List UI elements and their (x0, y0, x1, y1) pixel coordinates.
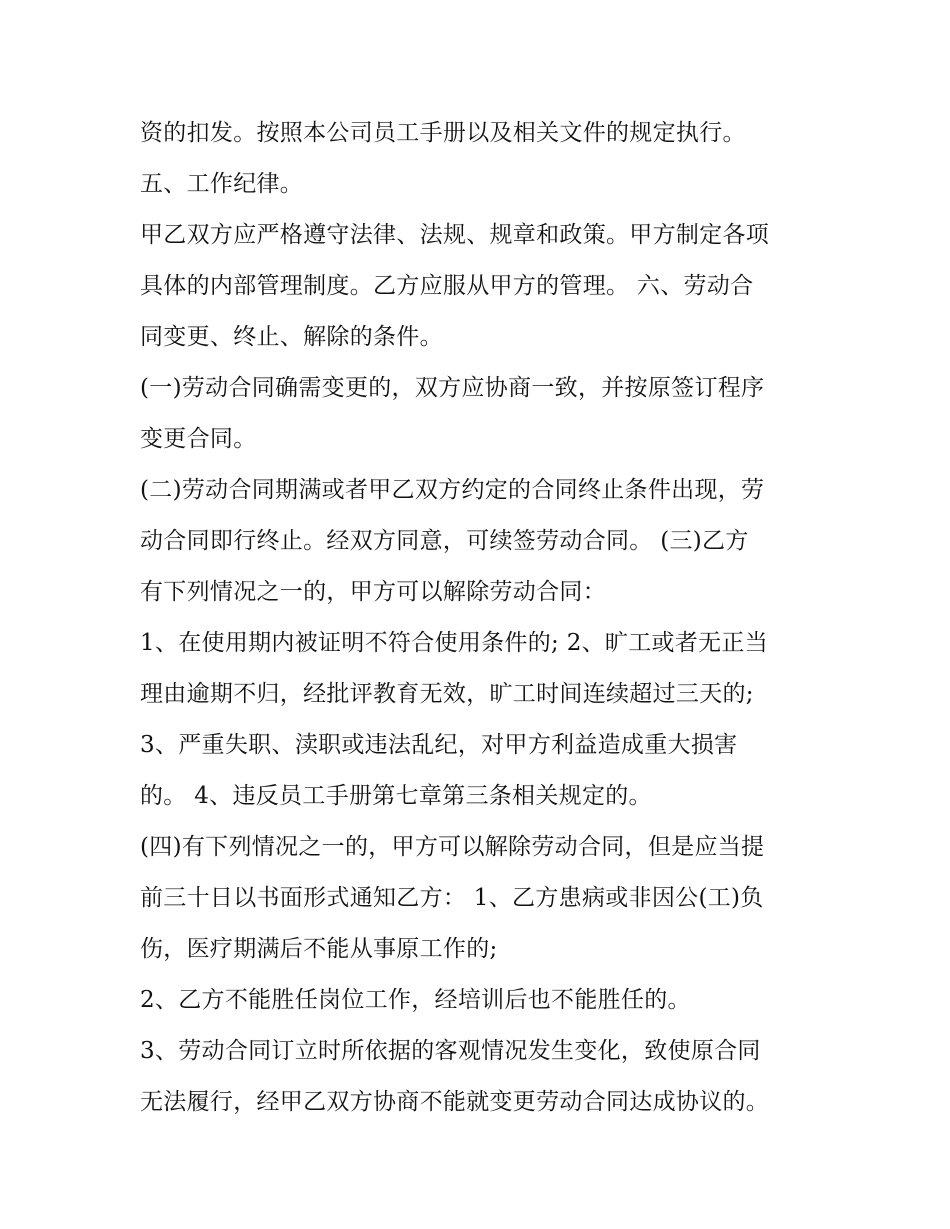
text-line: 伤，医疗期满后不能从事原工作的; (140, 936, 498, 962)
text-line: 3、严重失职、渎职或违法乱纪，对甲方利益造成重大损害 (140, 732, 738, 758)
contract-text-body (140, 108, 830, 1128)
text-line: 理由逾期不归，经批评教育无效，旷工时间连续超过三天的; (140, 681, 754, 707)
text-line: 变更合同。 (140, 426, 257, 452)
text-line: 无法履行，经甲乙双方协商不能就变更劳动合同达成协议的。 (140, 1089, 770, 1115)
text-line: 的。 4、违反员工手册第七章第三条相关规定的。 (140, 783, 652, 809)
text-line: 具体的内部管理制度。乙方应服从甲方的管理。 六、劳动合 (140, 273, 754, 299)
text-line: (四)有下列情况之一的，甲方可以解除劳动合同，但是应当提 (140, 834, 765, 860)
text-line: 3、劳动合同订立时所依据的客观情况发生变化，致使原合同 (140, 1038, 761, 1064)
text-line: 甲乙双方应严格遵守法律、法规、规章和政策。甲方制定各项 (140, 222, 770, 248)
text-line: (二)劳动合同期满或者甲乙双方约定的合同终止条件出现，劳 (140, 477, 765, 503)
text-line: 资的扣发。按照本公司员工手册以及相关文件的规定执行。 (140, 120, 746, 146)
text-line: 有下列情况之一的，甲方可以解除劳动合同： (140, 579, 606, 605)
text-line: 前三十日以书面形式通知乙方： 1、乙方患病或非因公(工)负 (140, 885, 764, 911)
text-line: (一)劳动合同确需变更的，双方应协商一致，并按原签订程序 (140, 375, 765, 401)
section-heading: 五、工作纪律。 (140, 171, 304, 197)
text-line: 2、乙方不能胜任岗位工作，经培训后也不能胜任的。 (140, 987, 691, 1013)
text-line: 1、在使用期内被证明不符合使用条件的; 2、旷工或者无正当 (140, 630, 769, 656)
text-line: 同变更、终止、解除的条件。 (140, 324, 443, 350)
text-line: 动合同即行终止。经双方同意，可续签劳动合同。 (三)乙方 (140, 528, 749, 554)
